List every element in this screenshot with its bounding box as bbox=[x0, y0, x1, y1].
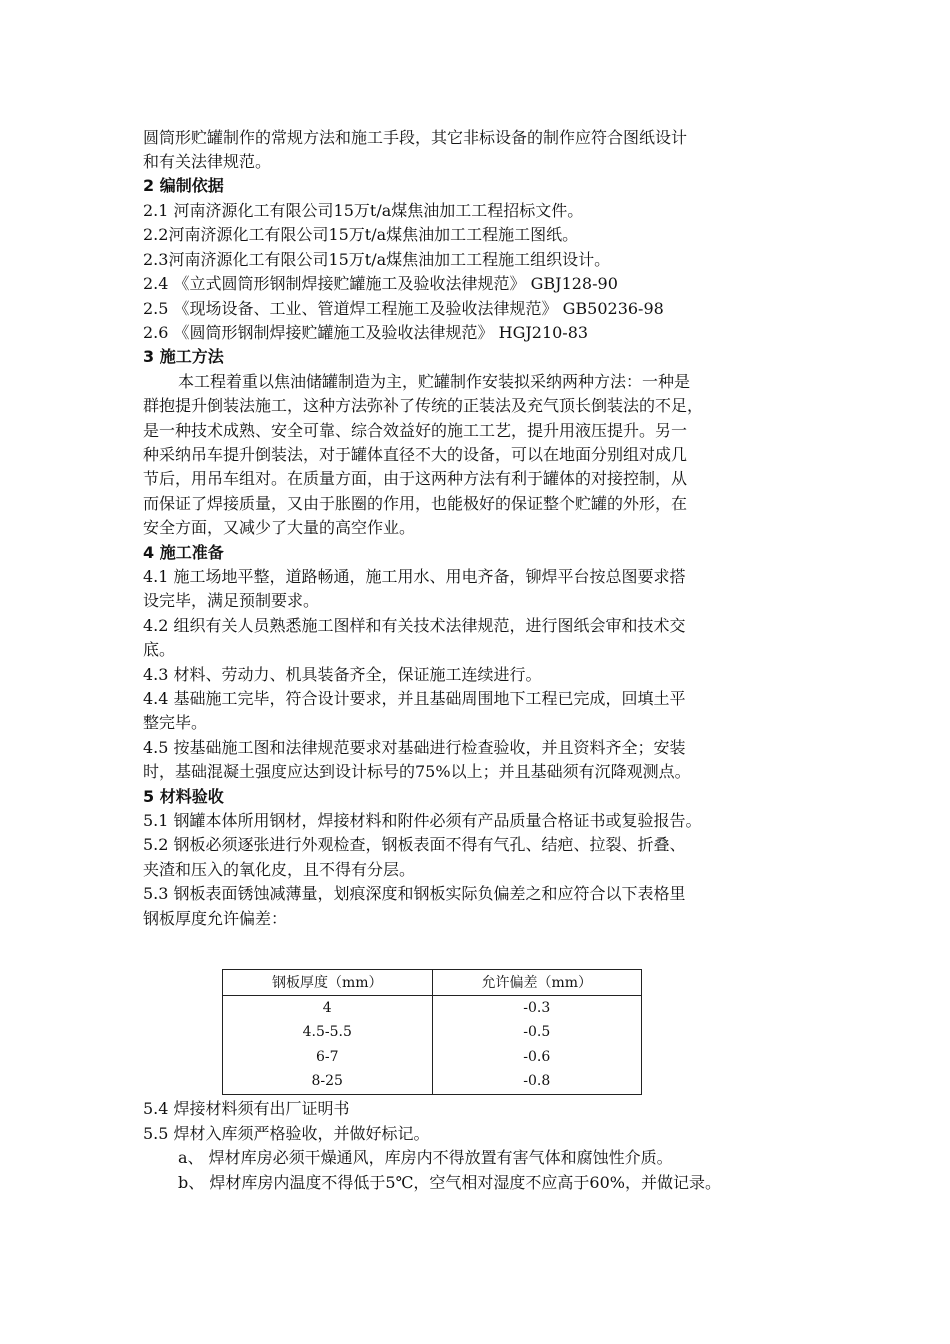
reference-item: 2.2河南济源化工有限公司15万t/a煤焦油加工工程施工图纸。 bbox=[143, 225, 579, 244]
paragraph-line: 安全方面，又减少了大量的高空作业。 bbox=[143, 518, 416, 537]
table-cell: 4.5-5.5 bbox=[223, 1020, 433, 1045]
paragraph-line: 4.4 基础施工完毕，符合设计要求，并且基础周围地下工程已完成，回填土平 bbox=[143, 689, 686, 708]
paragraph-line: 5.5 焊材入库须严格验收，并做好标记。 bbox=[143, 1124, 430, 1143]
table-cell: -0.6 bbox=[432, 1045, 642, 1070]
sub-item-line: b、 焊材库房内温度不得低于5℃，空气相对湿度不应高于60%，并做记录。 bbox=[178, 1173, 721, 1192]
table-row bbox=[223, 1069, 642, 1094]
table-row bbox=[223, 995, 642, 1020]
paragraph-line: 节后，用吊车组对。在质量方面，由于这两种方法有利于罐体的对接控制，从 bbox=[143, 469, 688, 488]
paragraph-line: 4.1 施工场地平整，道路畅通，施工用水、用电齐备，铆焊平台按总图要求搭 bbox=[143, 567, 686, 586]
section-heading: 4 施工准备 bbox=[143, 543, 224, 562]
paragraph-line: 4.2 组织有关人员熟悉施工图样和有关技术法律规范，进行图纸会审和技术交 bbox=[143, 616, 686, 635]
paragraph-line: 钢板厚度允许偏差： bbox=[143, 909, 288, 928]
section-heading: 2 编制依据 bbox=[143, 176, 224, 195]
paragraph-line: 本工程着重以焦油储罐制造为主，贮罐制作安装拟采纳两种方法：一种是 bbox=[178, 372, 691, 391]
table-header-cell: 钢板厚度（mm） bbox=[223, 970, 433, 996]
table-header-cell: 允许偏差（mm） bbox=[432, 970, 642, 996]
paragraph-line: 4.3 材料、劳动力、机具装备齐全，保证施工连续进行。 bbox=[143, 665, 542, 684]
table-cell: 4 bbox=[223, 995, 433, 1020]
paragraph-line: 设完毕，满足预制要求。 bbox=[143, 591, 320, 610]
intro-line: 和有关法律规范。 bbox=[143, 152, 272, 171]
table-cell: 8-25 bbox=[223, 1069, 433, 1094]
paragraph-line: 5.3 钢板表面锈蚀减薄量，划痕深度和钢板实际负偏差之和应符合以下表格里 bbox=[143, 884, 686, 903]
table-cell: -0.5 bbox=[432, 1020, 642, 1045]
reference-item: 2.5 《现场设备、工业、管道焊工程施工及验收法律规范》 GB50236-98 bbox=[143, 299, 664, 318]
table-row bbox=[223, 1020, 642, 1045]
table-row bbox=[223, 1045, 642, 1070]
reference-item: 2.6 《圆筒形钢制焊接贮罐施工及验收法律规范》 HGJ210-83 bbox=[143, 323, 589, 342]
paragraph-line: 5.1 钢罐本体所用钢材，焊接材料和附件必须有产品质量合格证书或复验报告。 bbox=[143, 811, 702, 830]
section-heading: 5 材料验收 bbox=[143, 787, 224, 806]
paragraph-line: 群抱提升倒装法施工，这种方法弥补了传统的正装法及充气顶长倒装法的不足， bbox=[143, 396, 704, 415]
paragraph-line: 底。 bbox=[143, 640, 176, 659]
reference-item: 2.3河南济源化工有限公司15万t/a煤焦油加工工程施工组织设计。 bbox=[143, 250, 611, 269]
table-cell: -0.3 bbox=[432, 995, 642, 1020]
paragraph-line: 5.4 焊接材料须有出厂证明书 bbox=[143, 1099, 350, 1118]
reference-item: 2.4 《立式圆筒形钢制焊接贮罐施工及验收法律规范》 GBJ128-90 bbox=[143, 274, 618, 293]
table-header-row bbox=[223, 970, 642, 996]
paragraph-line: 时，基础混凝土强度应达到设计标号的75%以上；并且基础须有沉降观测点。 bbox=[143, 762, 691, 781]
paragraph-line: 种采纳吊车提升倒装法，对于罐体直径不大的设备，可以在地面分别组对成几 bbox=[143, 445, 688, 464]
paragraph-line: 4.5 按基础施工图和法律规范要求对基础进行检查验收，并且资料齐全；安装 bbox=[143, 738, 686, 757]
section-heading: 3 施工方法 bbox=[143, 347, 224, 366]
table-cell: -0.8 bbox=[432, 1069, 642, 1094]
paragraph-line: 是一种技术成熟、安全可靠、综合效益好的施工工艺，提升用液压提升。另一 bbox=[143, 421, 688, 440]
paragraph-line: 而保证了焊接质量，又由于胀圈的作用，也能极好的保证整个贮罐的外形，在 bbox=[143, 494, 688, 513]
paragraph-line: 5.2 钢板必须逐张进行外观检查，钢板表面不得有气孔、结疤、拉裂、折叠、 bbox=[143, 835, 686, 854]
paragraph-line: 夹渣和压入的氧化皮，且不得有分层。 bbox=[143, 860, 416, 879]
table-cell: 6-7 bbox=[223, 1045, 433, 1070]
intro-line: 圆筒形贮罐制作的常规方法和施工手段，其它非标设备的制作应符合图纸设计 bbox=[143, 128, 688, 147]
sub-item-line: a、 焊材库房必须干燥通风，库房内不得放置有害气体和腐蚀性介质。 bbox=[178, 1148, 673, 1167]
thickness-tolerance-table bbox=[222, 969, 642, 1095]
paragraph-line: 整完毕。 bbox=[143, 713, 208, 732]
reference-item: 2.1 河南济源化工有限公司15万t/a煤焦油加工工程招标文件。 bbox=[143, 201, 584, 220]
